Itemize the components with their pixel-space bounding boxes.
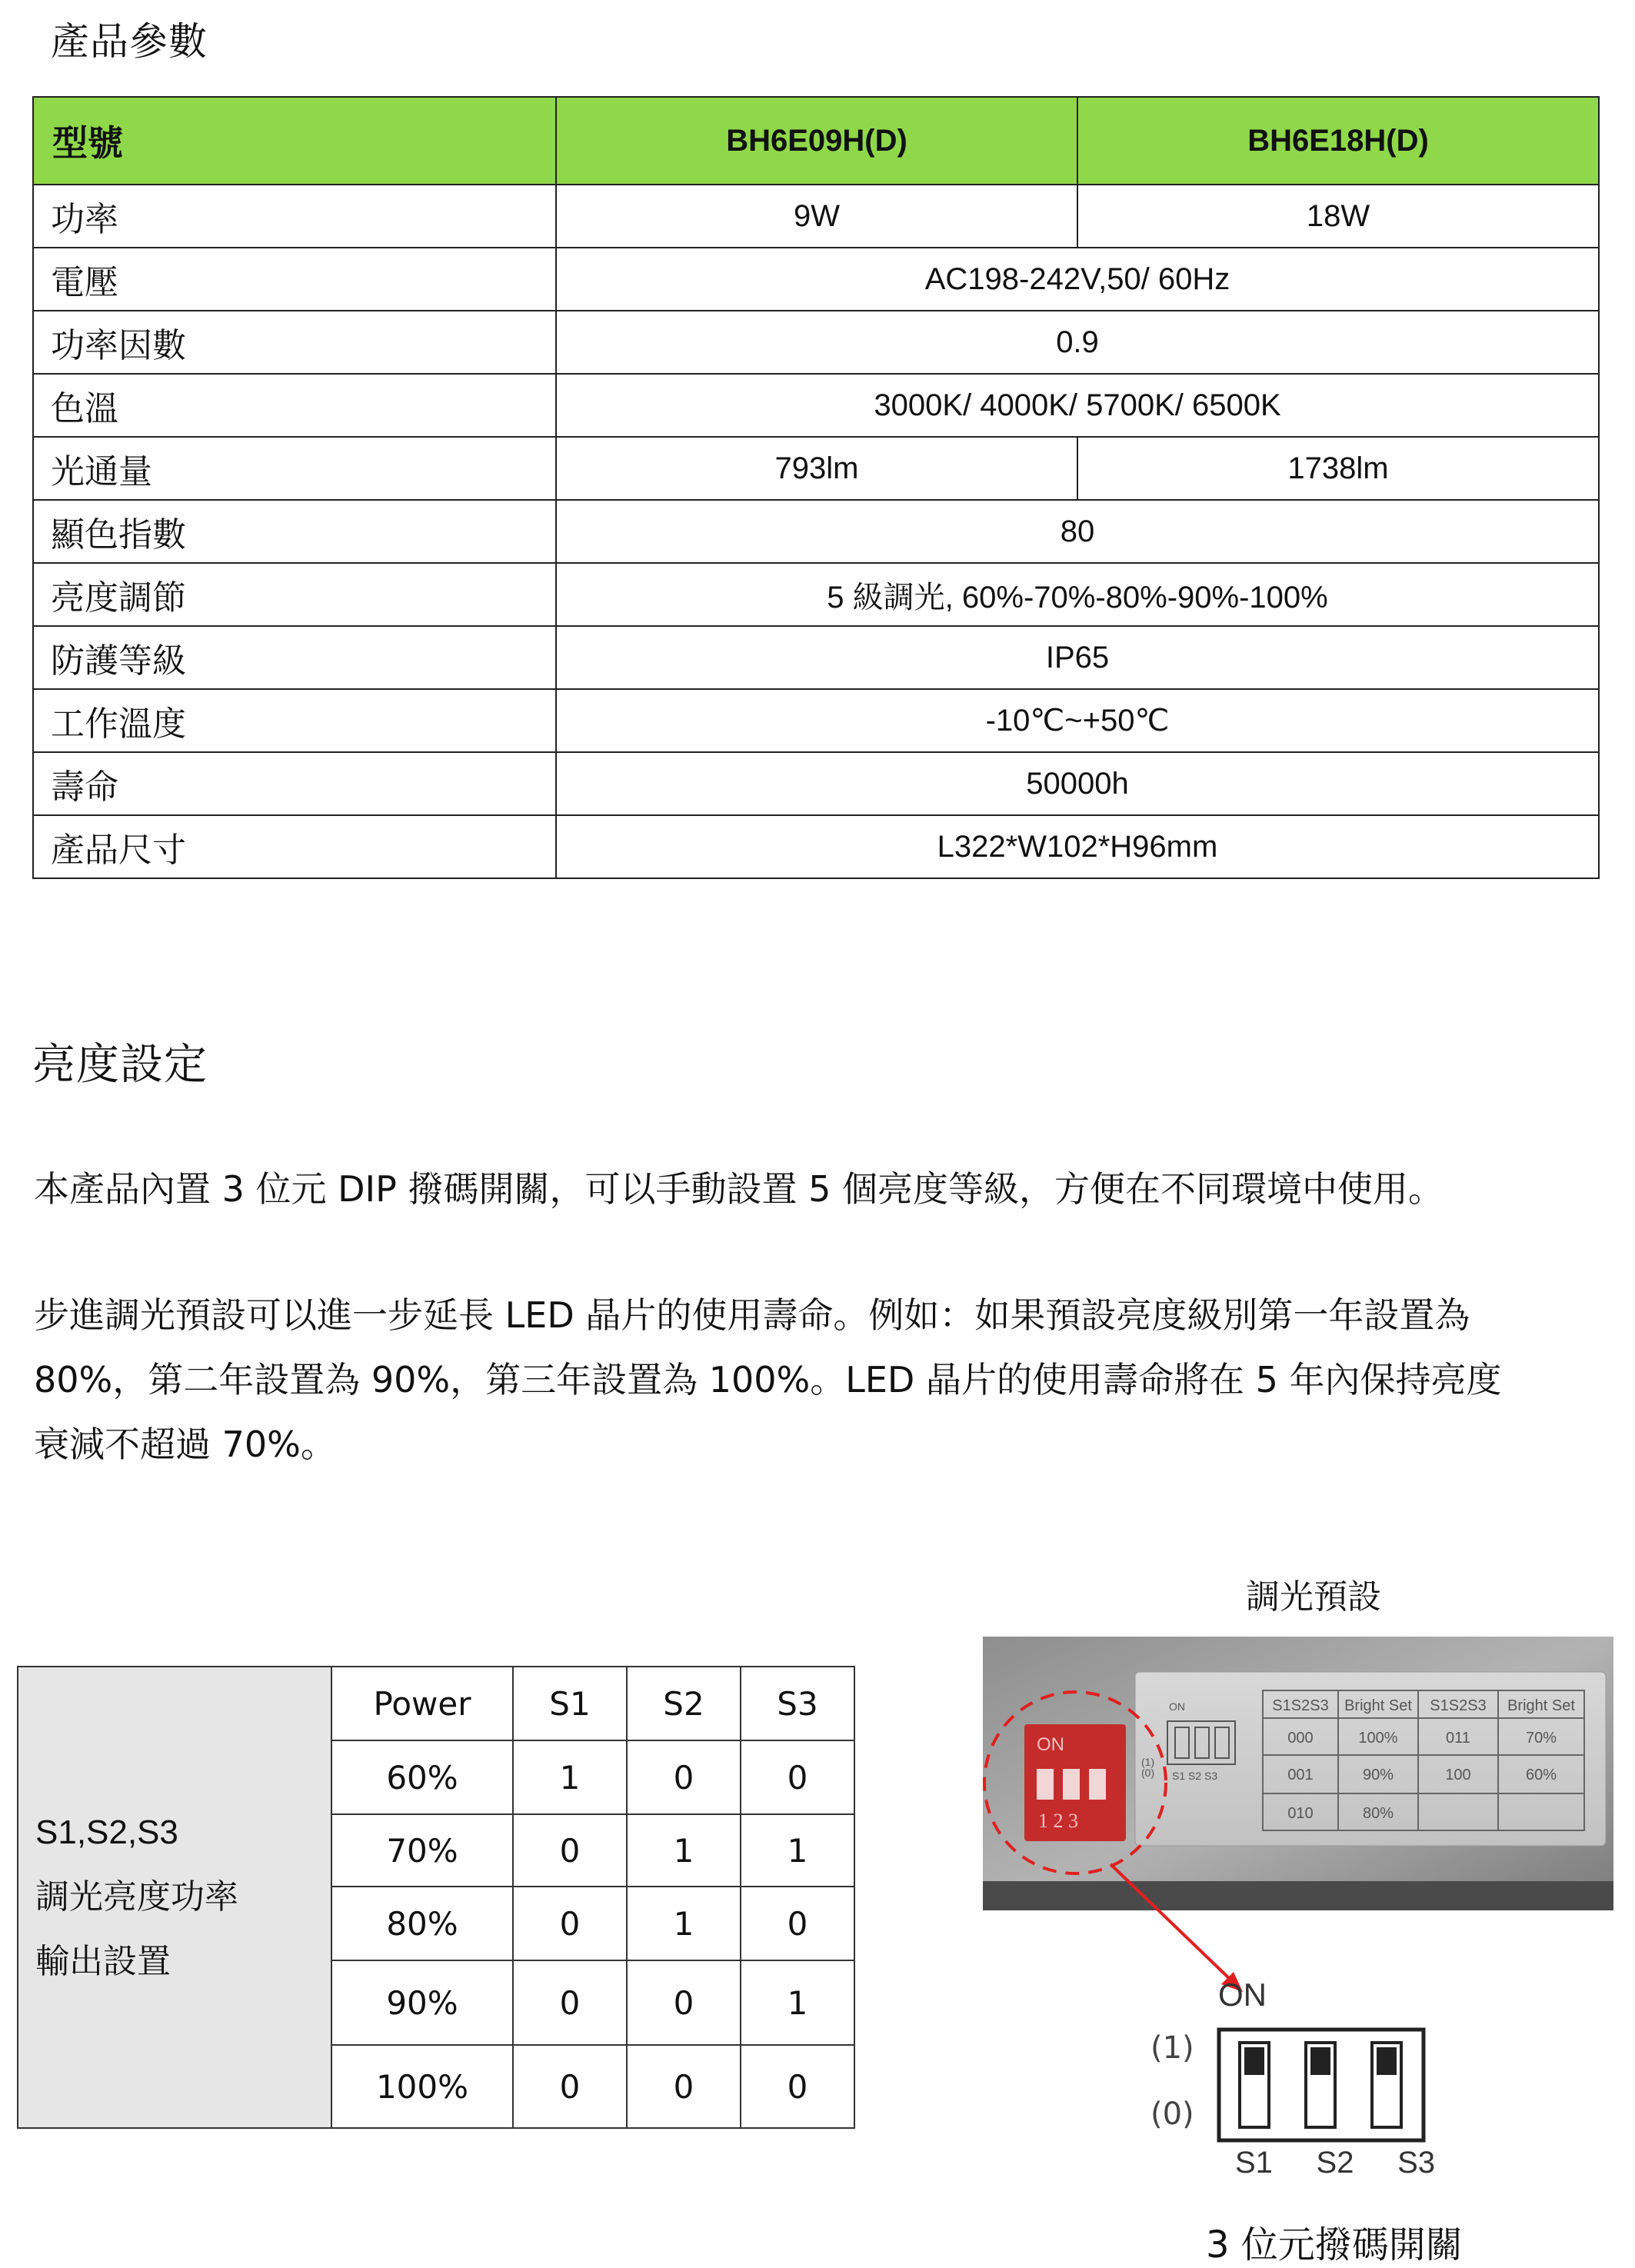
dip-cell: 90% (331, 1960, 513, 2045)
spec-table (32, 96, 1600, 879)
dip-cell: 80% (331, 1887, 513, 1960)
spec-label: 光通量 (33, 437, 556, 500)
spec-value: 18W (1077, 185, 1599, 248)
spec-value: IP65 (556, 626, 1599, 689)
dip-setting-table (17, 1666, 855, 2129)
dip-lead-line: 輸出設置 (35, 1942, 171, 1981)
photo-table-cell: 100% (1358, 1730, 1398, 1747)
spec-value: 9W (556, 185, 1077, 248)
spec-label: 壽命 (33, 752, 556, 815)
spec-label: 顯色指數 (33, 500, 556, 563)
spec-value: 80 (556, 500, 1599, 563)
dip-cell: 0 (513, 2045, 627, 2128)
spec-header-model-1: BH6E09H(D) (556, 97, 1077, 185)
dip-lead-cell (18, 1667, 331, 2128)
photo-table-header: S1S2S3 (1272, 1697, 1329, 1714)
spec-value: 5 級調光, 60%-70%-80%-90%-100% (556, 563, 1599, 626)
spec-label: 電壓 (33, 248, 556, 311)
spec-row-power (33, 185, 1599, 248)
dip-lead-line: S1,S2,S3 (35, 1813, 178, 1851)
dip-header-cell: Power (331, 1667, 513, 1740)
spec-row-power-factor (33, 311, 1599, 374)
spec-label: 亮度調節 (33, 563, 556, 626)
photo-table-cell: 80% (1362, 1805, 1394, 1822)
diagram-on-label: ON (1218, 1977, 1267, 2013)
photo-table-cell: 001 (1287, 1767, 1314, 1783)
spec-value: 793lm (556, 437, 1077, 500)
dip-header-cell: S3 (741, 1667, 854, 1740)
section-title-brightness: 亮度設定 (32, 1040, 208, 1090)
dip-header-cell: S1 (513, 1667, 627, 1740)
spec-row-cri (33, 500, 1599, 563)
spec-header-model-2: BH6E18H(D) (1077, 97, 1599, 185)
spec-row-dimming (33, 563, 1599, 626)
spec-row-color-temp (33, 374, 1599, 437)
dip-cell: 0 (741, 1887, 854, 1960)
dip-cell: 0 (627, 2045, 741, 2128)
diagram-switch-3 (1372, 2043, 1401, 2127)
dip-cell: 70% (331, 1814, 513, 1887)
dip-cell: 0 (513, 1887, 627, 1960)
figure-title: 調光預設 (1246, 1577, 1381, 1617)
spec-row-life (33, 752, 1599, 815)
spec-value: 0.9 (556, 311, 1599, 374)
photo-table-cell: 70% (1525, 1730, 1557, 1747)
diagram-one-label: (1) (1150, 2030, 1194, 2066)
photo-table-cell: 010 (1287, 1805, 1314, 1822)
dip-lead-line: 調光亮度功率 (35, 1877, 238, 1917)
spec-label: 產品尺寸 (33, 815, 556, 878)
photo-table-header: S1S2S3 (1430, 1697, 1487, 1714)
dip-cell: 100% (331, 2045, 513, 2128)
diagram-switch-labels (1235, 2146, 1435, 2180)
spec-row-temp (33, 689, 1599, 752)
photo-sketch-side: (0) (1141, 1767, 1155, 1779)
dip-cell: 0 (627, 1960, 741, 2045)
spec-value: AC198-242V,50/ 60Hz (556, 248, 1599, 311)
spec-row-voltage (33, 248, 1599, 311)
spec-label: 功率因數 (33, 311, 556, 374)
spec-label: 色溫 (33, 374, 556, 437)
photo-table-cell: 000 (1287, 1730, 1314, 1747)
spec-row-flux (33, 437, 1599, 500)
spec-value: -10℃~+50℃ (556, 689, 1599, 752)
photo-table-header: Bright Set (1344, 1697, 1412, 1714)
spec-value: L322*W102*H96mm (556, 815, 1599, 878)
photo-sketch-side: (1) (1141, 1756, 1155, 1768)
photo-sketch-labels: S1 S2 S3 (1172, 1770, 1218, 1782)
spec-value: 50000h (556, 752, 1599, 815)
dip-cell: 0 (513, 1814, 627, 1887)
photo-table-cell: 60% (1525, 1767, 1557, 1783)
photo-table-header: Bright Set (1507, 1697, 1575, 1714)
paragraph-line-2: 80%，第二年設置為 90%，第三年設置為 100%。LED 晶片的使用壽命將在 5 年內保持亮度 (34, 1359, 1502, 1400)
diagram-switch-1 (1240, 2043, 1269, 2127)
photo-sketch-on: ON (1169, 1700, 1185, 1713)
dip-cell: 1 (741, 1960, 854, 2045)
photo-dip-on: ON (1037, 1734, 1064, 1755)
dip-cell: 1 (627, 1887, 741, 1960)
dip-header-row (18, 1667, 854, 1740)
diagram-switch-2 (1306, 2043, 1335, 2127)
paragraph-intro: 本產品內置 3 位元 DIP 撥碼開關，可以手動設置 5 個亮度等級，方便在不同環境中使用。 (34, 1168, 1444, 1210)
dip-cell: 1 (741, 1814, 854, 1887)
dip-cell: 0 (741, 2045, 854, 2128)
spec-label: 工作溫度 (33, 689, 556, 752)
figure-caption: 3 位元撥碼開關 (1206, 2223, 1463, 2266)
spec-header-row (33, 97, 1599, 185)
dip-cell: 1 (627, 1814, 741, 1887)
spec-row-ip (33, 626, 1599, 689)
photo-edge (983, 1881, 1613, 1910)
dip-cell: 0 (513, 1960, 627, 2045)
spec-label: 防護等級 (33, 626, 556, 689)
spec-row-size (33, 815, 1599, 878)
dip-header-cell: S2 (627, 1667, 741, 1740)
section-title-specs: 產品參數 (51, 19, 208, 64)
dip-cell: 0 (627, 1740, 741, 1814)
diagram-label-s3: S3 (1397, 2146, 1435, 2180)
paragraph-line-3: 衰減不超過 70%。 (34, 1424, 336, 1465)
photo-dip-numbers: 1 2 3 (1038, 1810, 1078, 1832)
spec-header-model: 型號 (33, 97, 556, 185)
photo-table-cell: 90% (1362, 1767, 1394, 1783)
diagram-label-s1: S1 (1235, 2146, 1273, 2180)
dip-switch-photo (983, 1637, 1613, 1910)
spec-value: 1738lm (1077, 437, 1599, 500)
dip-cell: 1 (513, 1740, 627, 1814)
photo-red-dip (1024, 1724, 1126, 1841)
spec-label: 功率 (33, 185, 556, 248)
photo-table-cell: 100 (1445, 1767, 1471, 1783)
dip-switch-diagram (1217, 2027, 1426, 2143)
diagram-label-s2: S2 (1316, 2146, 1354, 2180)
dip-cell: 0 (741, 1740, 854, 1814)
dip-cell: 60% (331, 1740, 513, 1814)
paragraph-line-1: 步進調光預設可以進一步延長 LED 晶片的使用壽命。例如：如果預設亮度級別第一年設置為 (34, 1294, 1470, 1336)
spec-value: 3000K/ 4000K/ 5700K/ 6500K (556, 374, 1599, 437)
photo-table-cell: 011 (1446, 1730, 1470, 1747)
diagram-zero-label: (0) (1150, 2096, 1194, 2132)
